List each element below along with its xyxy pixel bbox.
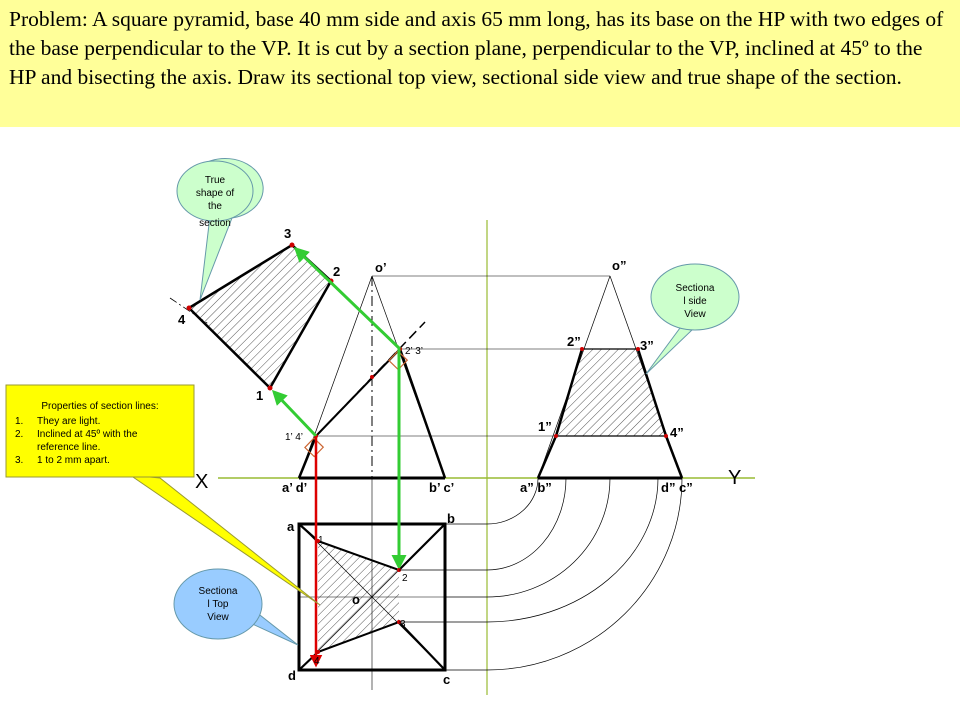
- sv-label-dc: d” c”: [661, 480, 693, 495]
- svg-text:Sectiona: Sectiona: [675, 283, 715, 294]
- fv-label-bc: b’ c’: [429, 480, 455, 495]
- svg-text:View: View: [684, 309, 706, 320]
- tv-label-b: b: [447, 511, 455, 526]
- svg-text:Sectiona: Sectiona: [198, 586, 238, 597]
- sv-section-hatch: [556, 349, 666, 436]
- tv-label-4: 4: [314, 656, 320, 667]
- true-shape-point-1: [268, 386, 273, 391]
- sv-label-ab: a” b”: [520, 480, 552, 495]
- tv-thick-c-3: [399, 622, 445, 670]
- tv-label-1: 1: [318, 535, 324, 546]
- tv-label-c: c: [443, 672, 451, 687]
- svg-text:reference line.: reference line.: [37, 442, 101, 453]
- svg-text:shape of: shape of: [195, 188, 235, 199]
- x-label: X: [195, 471, 209, 493]
- svg-text:True: True: [204, 175, 226, 186]
- svg-text:l Top: l Top: [207, 599, 229, 610]
- ts-label-3: 3: [284, 226, 292, 241]
- svg-text:Properties of section lines:: Properties of section lines:: [41, 401, 159, 412]
- svg-text:3.: 3.: [15, 455, 24, 466]
- fv-thick-right: [400, 349, 445, 478]
- svg-text:1 to 2 mm apart.: 1 to 2 mm apart.: [37, 455, 110, 466]
- sv-label-2: 2”: [567, 334, 581, 349]
- true-shape-point-3: [290, 243, 295, 248]
- section-plane-extension: [316, 322, 425, 436]
- fv-label-apex: o’: [375, 260, 387, 275]
- sv-frustum-right-lower: [666, 436, 682, 478]
- sv-frustum-left-lower: [538, 436, 556, 478]
- svg-text:section: section: [199, 218, 231, 229]
- true-shape-point-4: [187, 306, 192, 311]
- callout-top-view: [174, 569, 298, 645]
- tv-thick-b-2: [399, 524, 445, 570]
- tv-label-o: o: [352, 592, 360, 607]
- tv-label-3: 3: [400, 619, 406, 630]
- sv-point-1: [554, 434, 558, 438]
- tv-point-4: [316, 650, 320, 654]
- projector-arrow-1-4: [274, 392, 316, 436]
- ts-label-1: 1: [256, 388, 264, 403]
- svg-text:They are light.: They are light.: [37, 416, 101, 427]
- svg-text:1.: 1.: [15, 416, 24, 427]
- svg-text:Inclined at 45º with the: Inclined at 45º with the: [37, 429, 138, 440]
- fv-label-23: 2’ 3’: [405, 346, 423, 357]
- svg-text:View: View: [207, 612, 229, 623]
- problem-statement: Problem: A square pyramid, base 40 mm side and axis 65 mm long, has its base on the HP with two edges of the base perpendicular to the VP. It is cut by a section plane, perpendicular to the VP, inclined at 45º to the HP and bisecting the axis. Draw its sectional top view, sectional side view and true shape of the section.: [9, 7, 944, 89]
- sv-label-3: 3”: [640, 338, 654, 353]
- sv-label-apex: o”: [612, 258, 627, 273]
- sv-label-4: 4”: [670, 425, 684, 440]
- tv-label-a: a: [287, 519, 295, 534]
- front-view: [282, 260, 610, 495]
- fv-axis-midpoint: [370, 375, 374, 379]
- callout-properties: [6, 385, 320, 605]
- top-view: [287, 349, 455, 690]
- y-label: Y: [728, 467, 742, 489]
- true-shape-of-section: [170, 226, 400, 436]
- tv-label-d: d: [288, 668, 296, 683]
- ts-label-4: 4: [178, 312, 186, 327]
- sv-label-1: 1”: [538, 419, 552, 434]
- fv-label-14: 1’ 4’: [285, 432, 303, 443]
- callout-side-view: [646, 264, 739, 374]
- tv-label-2: 2: [402, 573, 408, 584]
- svg-text:2.: 2.: [15, 429, 24, 440]
- transfer-arcs: [399, 478, 682, 670]
- ts-label-2: 2: [333, 264, 341, 279]
- svg-text:l side: l side: [683, 296, 707, 307]
- sv-point-4: [664, 434, 668, 438]
- fv-label-ad: a’ d’: [282, 480, 308, 495]
- svg-text:the: the: [208, 201, 222, 212]
